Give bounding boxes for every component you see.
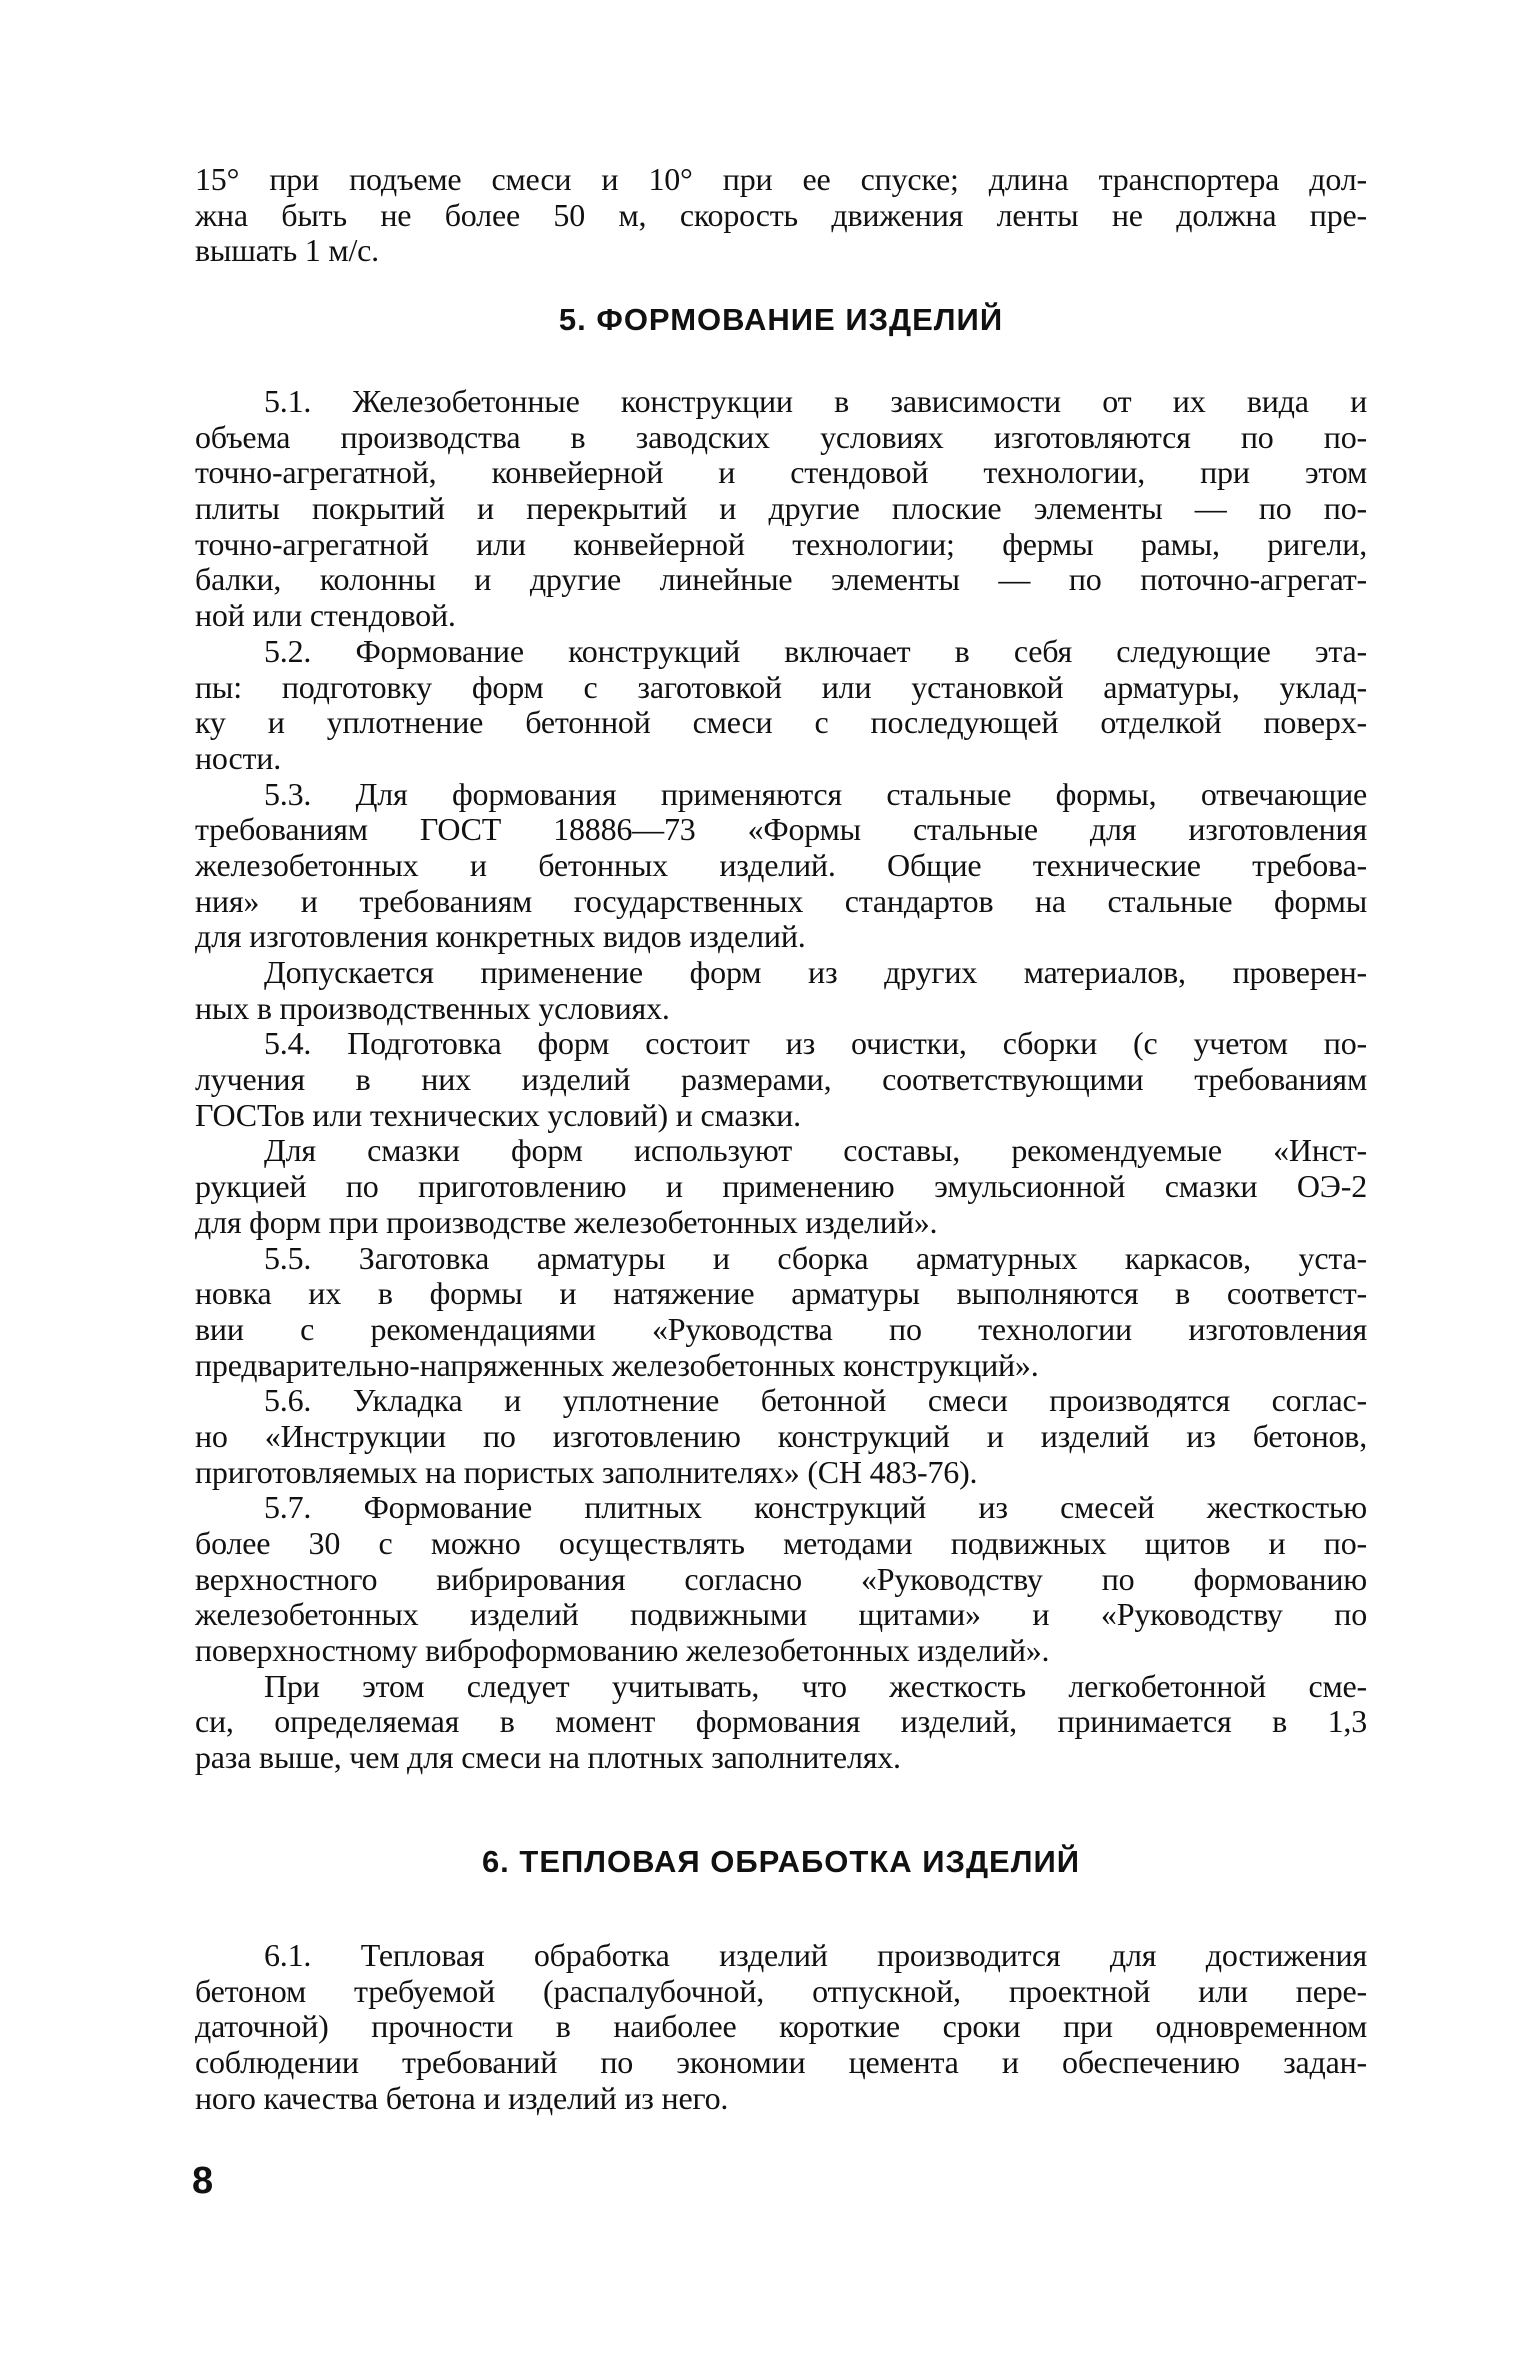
text-line: плиты покрытий и перекрытий и другие плоские элементы — по по- (195, 490, 1367, 527)
paragraph (195, 162, 1367, 269)
text-line: железобетонных и бетонных изделий. Общие технические требова- (195, 846, 1367, 883)
text-line: раза выше, чем для смеси на плотных заполнителях. (195, 1739, 901, 1776)
text-line: даточной) прочности в наиболее короткие сроки при одновременном (195, 2008, 1367, 2045)
paragraph (195, 1133, 1367, 1240)
section-5-heading: 5. ФОРМОВАНИЕ ИЗДЕЛИЙ (558, 302, 1004, 337)
text-line: 5.4. Подготовка форм состоит из очистки, сборки (с учетом по- (264, 1025, 1367, 1062)
text-line: 5.6. Укладка и уплотнение бетонной смеси производятся соглас- (264, 1382, 1367, 1419)
text-line: Допускается применение форм из других материалов, проверен- (264, 954, 1367, 990)
text-line: соблюдении требований по экономии цемента и обеспечению задан- (195, 2044, 1367, 2081)
intro-paragraph (195, 162, 1367, 269)
text-line: ной или стендовой. (195, 597, 456, 634)
text-line: объема производства в заводских условиях изготовляются по по- (195, 418, 1367, 455)
paragraph (195, 1241, 1367, 1384)
text-line: ния» и требованиям государственных стандартов на стальные формы (195, 882, 1367, 919)
section-5-body (195, 384, 1367, 1776)
text-line: балки, колонны и другие линейные элементы — по поточно-агрегат- (195, 561, 1367, 598)
text-line: ку и уплотнение бетонной смеси с последующей отделкой поверх- (195, 704, 1367, 741)
text-line: вии с рекомендациями «Руководства по технологии изготовления (195, 1310, 1367, 1347)
text-line: но «Инструкции по изготовлению конструкций и изделий из бетонов, (195, 1417, 1367, 1454)
text-line: приготовляемых на пористых заполнителях» (СН 483-76). (195, 1453, 978, 1490)
paragraph (195, 955, 1367, 1026)
text-line: ного качества бетона и изделий из него. (195, 2079, 729, 2116)
paragraph (195, 1669, 1367, 1776)
text-line: 15° при подъеме смеси и 10° при ее спуске; длина транспортера дол- (195, 161, 1367, 197)
text-line: для изготовления конкретных видов изделий. (195, 918, 806, 955)
text-line: 6.1. Тепловая обработка изделий производится для достижения (264, 1937, 1367, 1973)
text-line: предварительно-напряженных железобетонных конструкций». (195, 1346, 1039, 1383)
text-line: ности. (195, 739, 282, 776)
text-line: 5.2. Формование конструкций включает в себя следующие эта- (264, 632, 1367, 669)
text-line: лучения в них изделий размерами, соответствующими требованиям (195, 1061, 1367, 1098)
text-line: вышать 1 м/с. (195, 232, 379, 269)
text-line: бетоном требуемой (распалубочной, отпускной, проектной или пере- (195, 1972, 1367, 2009)
section-6-body (195, 1938, 1367, 2116)
text-line: железобетонных изделий подвижными щитами» и «Руководству по (195, 1596, 1367, 1633)
page-number: 8 (192, 2160, 214, 2202)
text-line: жна быть не более 50 м, скорость движения ленты не должна пре- (195, 196, 1367, 233)
paragraph (195, 384, 1367, 634)
text-line: При этом следует учитывать, что жесткость легкобетонной сме- (264, 1667, 1367, 1704)
text-line: 5.7. Формование плитных конструкций из смесей жесткостью (264, 1489, 1367, 1526)
text-line: более 30 с можно осуществлять методами подвижных щитов и по- (195, 1525, 1367, 1561)
paragraph (195, 777, 1367, 955)
text-line: 5.3. Для формования применяются стальные формы, отвечающие (264, 775, 1367, 812)
text-line: точно-агрегатной, конвейерной и стендовой технологии, при этом (195, 454, 1367, 491)
text-line: 5.1. Железобетонные конструкции в зависимости от их вида и (264, 383, 1367, 419)
text-line: 5.5. Заготовка арматуры и сборка арматурных каркасов, уста- (264, 1239, 1367, 1276)
section-6-heading: 6. ТЕПЛОВАЯ ОБРАБОТКА ИЗДЕЛИЙ (481, 1844, 1081, 1879)
text-line: Для смазки форм используют составы, рекомендуемые «Инст- (264, 1132, 1367, 1169)
text-line: пы: подготовку форм с заготовкой или установкой арматуры, уклад- (195, 668, 1367, 705)
paragraph (195, 1026, 1367, 1133)
text-line: рукцией по приготовлению и применению эмульсионной смазки ОЭ-2 (195, 1168, 1367, 1205)
paragraph (195, 1383, 1367, 1490)
text-line: ных в производственных условиях. (195, 989, 670, 1026)
paragraph (195, 1938, 1367, 2116)
text-line: ГОСТов или технических условий) и смазки. (195, 1096, 801, 1133)
text-line: си, определяемая в момент формования изделий, принимается в 1,3 (195, 1703, 1367, 1740)
text-line: новка их в формы и натяжение арматуры выполняются в соответст- (195, 1275, 1367, 1312)
paragraph (195, 1490, 1367, 1668)
text-line: верхностного вибрирования согласно «Руководству по формованию (195, 1560, 1367, 1597)
paragraph (195, 634, 1367, 777)
text-line: требованиям ГОСТ 18886—73 «Формы стальные для изготовления (195, 811, 1367, 848)
text-line: для форм при производстве железобетонных изделий». (195, 1203, 938, 1240)
text-line: точно-агрегатной или конвейерной технологии; фермы рамы, ригели, (195, 525, 1367, 562)
text-line: поверхностному виброформованию железобетонных изделий». (195, 1632, 1050, 1669)
